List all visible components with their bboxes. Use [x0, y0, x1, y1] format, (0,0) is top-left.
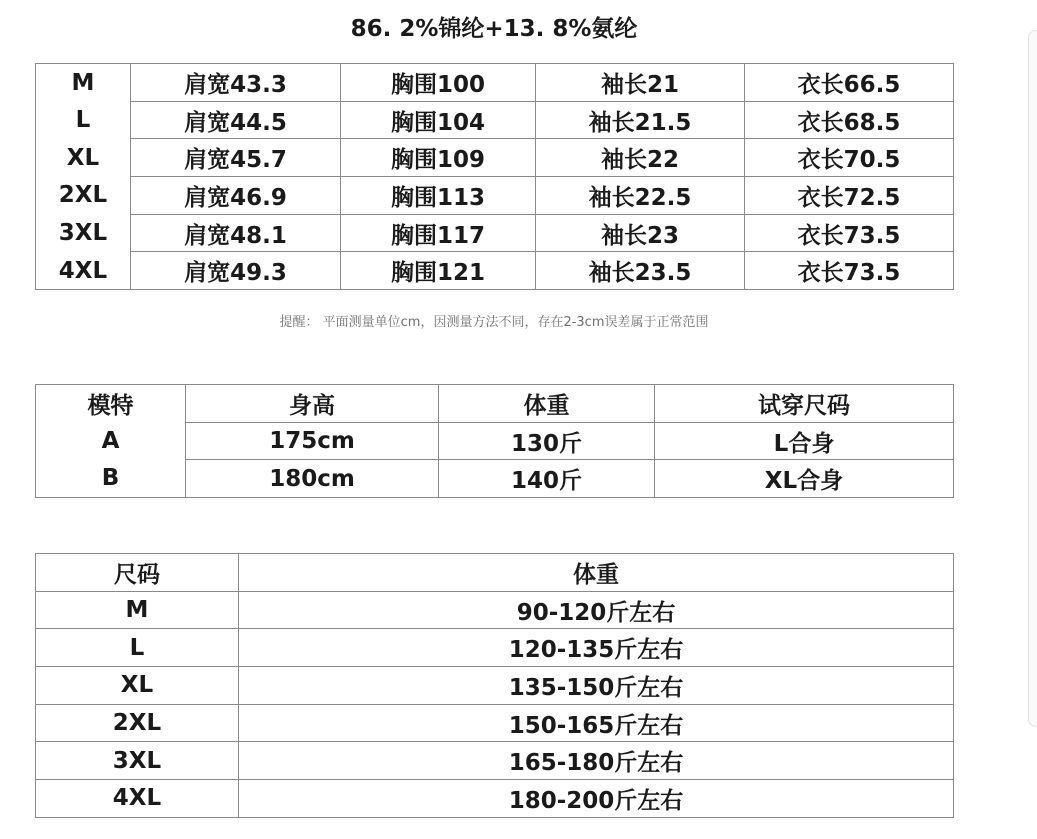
size-label: 4XL: [36, 252, 131, 290]
fit-size-cell: L合身: [655, 422, 954, 460]
table-row: [36, 101, 954, 139]
weight-cell: 130斤: [439, 422, 655, 460]
weight-range-cell: 165-180斤左右: [239, 742, 954, 780]
table-row: [36, 64, 954, 102]
table-row: [36, 177, 954, 215]
garment-length-cell: 衣长73.5: [745, 252, 954, 290]
side-panel-edge: [1028, 30, 1037, 727]
size-label: 3XL: [36, 214, 131, 252]
chest-cell: 胸围121: [341, 252, 536, 290]
size-label: 2XL: [36, 177, 131, 215]
chest-cell: 胸围104: [341, 101, 536, 139]
sleeve-length-cell: 袖长21.5: [536, 101, 745, 139]
model-label: A: [36, 422, 186, 460]
fit-size-cell: XL合身: [655, 460, 954, 498]
column-header-height: 身高: [186, 385, 439, 423]
sleeve-length-cell: 袖长23.5: [536, 252, 745, 290]
size-label: 2XL: [36, 704, 239, 742]
table-row: [36, 629, 954, 667]
table-row: [36, 252, 954, 290]
table-row: [36, 422, 954, 460]
column-header-model: 模特: [36, 385, 186, 423]
table-row: [36, 214, 954, 252]
shoulder-width-cell: 肩宽43.3: [131, 64, 341, 102]
weight-range-cell: 180-200斤左右: [239, 780, 954, 818]
size-label: 3XL: [36, 742, 239, 780]
table-header-row: [36, 385, 954, 423]
weight-range-cell: 120-135斤左右: [239, 629, 954, 667]
garment-length-cell: 衣长70.5: [745, 139, 954, 177]
sleeve-length-cell: 袖长22.5: [536, 177, 745, 215]
garment-length-cell: 衣长73.5: [745, 214, 954, 252]
garment-length-cell: 衣长72.5: [745, 177, 954, 215]
weight-guide-table: [35, 553, 954, 818]
table-row: [36, 139, 954, 177]
fabric-composition-title: 86. 2%锦纶+13. 8%氨纶: [350, 16, 638, 42]
model-label: B: [36, 460, 186, 498]
table-row: [36, 704, 954, 742]
shoulder-width-cell: 肩宽44.5: [131, 101, 341, 139]
chest-cell: 胸围109: [341, 139, 536, 177]
weight-cell: 140斤: [439, 460, 655, 498]
shoulder-width-cell: 肩宽49.3: [131, 252, 341, 290]
weight-range-cell: 90-120斤左右: [239, 591, 954, 629]
table-row: [36, 742, 954, 780]
sleeve-length-cell: 袖长22: [536, 139, 745, 177]
table-row: [36, 591, 954, 629]
garment-length-cell: 衣长66.5: [745, 64, 954, 102]
column-header-weight: 体重: [439, 385, 655, 423]
chest-cell: 胸围117: [341, 214, 536, 252]
weight-range-cell: 135-150斤左右: [239, 667, 954, 705]
size-label: M: [36, 591, 239, 629]
size-measurement-table: [35, 63, 954, 290]
height-cell: 180cm: [186, 460, 439, 498]
weight-range-cell: 150-165斤左右: [239, 704, 954, 742]
shoulder-width-cell: 肩宽45.7: [131, 139, 341, 177]
size-label: L: [36, 101, 131, 139]
table-row: [36, 667, 954, 705]
shoulder-width-cell: 肩宽48.1: [131, 214, 341, 252]
size-label: M: [36, 64, 131, 102]
column-header-fit-size: 试穿尺码: [655, 385, 954, 423]
garment-length-cell: 衣长68.5: [745, 101, 954, 139]
size-label: 4XL: [36, 780, 239, 818]
chest-cell: 胸围100: [341, 64, 536, 102]
column-header-weight: 体重: [239, 554, 954, 592]
column-header-size: 尺码: [36, 554, 239, 592]
size-label: XL: [36, 667, 239, 705]
size-label: L: [36, 629, 239, 667]
table-row: [36, 460, 954, 498]
height-cell: 175cm: [186, 422, 439, 460]
table-header-row: [36, 554, 954, 592]
sleeve-length-cell: 袖长23: [536, 214, 745, 252]
chest-cell: 胸围113: [341, 177, 536, 215]
shoulder-width-cell: 肩宽46.9: [131, 177, 341, 215]
size-label: XL: [36, 139, 131, 177]
table-row: [36, 780, 954, 818]
model-fit-table: [35, 384, 954, 498]
measurement-note: 提醒： 平面测量单位cm，因测量方法不同，存在2-3cm误差属于正常范围: [279, 315, 709, 330]
sleeve-length-cell: 袖长21: [536, 64, 745, 102]
